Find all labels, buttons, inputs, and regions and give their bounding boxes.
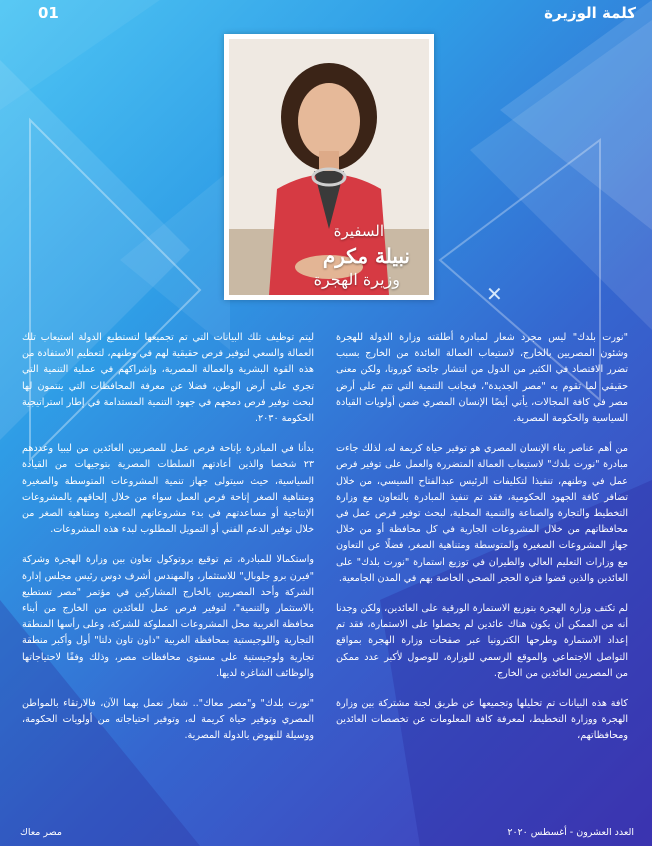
paragraph: "نورت بلدك" و"مصر معاك".. شعار نعمل بهما الآن، فالارتقاء بالمواطن المصري وتوفير حياة كريمة له، وتوفير احتياجاته من أولويات الحكومة، ووسيلة للنهوض بالدولة المصرية. <box>22 698 314 742</box>
article-column-left <box>22 330 314 759</box>
article-column-right <box>336 330 628 759</box>
caption-position: وزيرة الهجرة <box>313 270 400 289</box>
page-number: 01 <box>38 4 59 22</box>
footer-issue: العدد العشرون - أغسطس ٢٠٢٠ <box>507 827 634 838</box>
caption-title: السفيرة <box>333 222 384 240</box>
paragraph: من أهم عناصر بناء الإنسان المصري هو توفير حياة كريمة له، لذلك جاءت مبادرة "نورت بلدك" لاستيعاب العمالة المتضررة والعمل على توفير فرص عمل في وطنهم، تنفيذا لتكليفات الرئيس عبدالفتاح السيسي، من خلال تضافر كافة الجهود الحكومية، فقد تم تنفيذ المبادرة بالتعاون مع وزارة التخطيط والتجارة والصناعة والتنمية المحلية، لبحث توفير فرص عمل في محافظاتهم من خلال المشروعات الجارية في كل محافظة أو من خلال جهاز المشروعات الصغيرة والمتوسطة ومتناهية الصغر، فضلًا عن التعاون مع وزارات التعليم العالي والطيران في توزيع استمارة "نورت بلدك" على العائدين والذين قضوا فترة الحجر الصحي الخاصة بهم في المدن الجامعية. <box>336 443 628 584</box>
page-header <box>0 0 652 28</box>
page-footer <box>0 826 652 846</box>
x-mark-decoration: ✕ <box>486 282 503 306</box>
paragraph: كافة هذه البيانات تم تحليلها وتجميعها عن طريق لجنة مشتركة بين وزارة الهجرة ووزارة التخطيط، لمعرفة كافة المعلومات عن تخصصات العائدين ومحافظاتهم، <box>336 698 628 742</box>
minister-photo-frame <box>224 34 434 300</box>
paragraph: لم تكتف وزارة الهجرة بتوزيع الاستمارة الورقية على العائدين، ولكن وجدنا أنه من الممكن أن يكون هناك عائدين لم يحصلوا على الاستمارة، فقد تم إعداد الاستمارة وطرحها الكترونيا عبر صفحات وزارة الهجرة بمواقع التواصل الاجتماعي والموقع الرسمي للوزارة، للوصول لأكبر عدد ممكن من المصريين العائدين من الخارج. <box>336 603 628 679</box>
paragraph: بدأنا في المبادرة بإتاحة فرص عمل للمصريين العائدين من ليبيا وعددهم ٢٣ شخصا والذين أعادتهم السلطات المصرية بتوجيهات من القيادة السياسية، حيث سيتولى جهاز تنمية المشروعات المتوسطة والصغيرة ومتناهية الصغر إتاحة فرص العمل سواء من خلال إلحاقهم بالمشروعات الإنتاجية أو مساعدتهم في بدء مشروعاتهم الصغيرة ومتناهية الصغر من خلال توفير الدعم الفني أو التمويل المطلوب لبدء هذه المشروعات. <box>22 443 314 536</box>
section-title: كلمة الوزيرة <box>544 4 636 22</box>
paragraph: ليتم توظيف تلك البيانات التي تم تجميعها لتستطيع الدولة استيعاب تلك العمالة والسعي لتوفير فرص حقيقية لهم في وطنهم، لتعظيم الاستفادة من هذه القوة البشرية والعمالة المصرية، وإشراكهم في عملية التنمية التي تجري على أرض الوطن، فضلا عن معرفة المحافظات التي ينتمون لها لبحث توفير فرص دمجهم في جهود التنمية المستدامة في إطار استراتيجية الحكومة ٢٠٣٠. <box>22 332 314 425</box>
paragraph: "نورت بلدك" ليس مجرد شعار لمبادرة أطلقته وزارة الدولة للهجرة وشئون المصريين بالخارج، لاستيعاب العمالة العائدة من الخارج بسبب تضرر الاقتصاد في الكثير من الدول من انتشار جائحة كورونا، ولكن معنى حقيقي لما تقوم به "مصر الجديدة"، فبجانب التنمية التي تتم على أرض مصر في كافة المجالات، يأتي أيضًا الإنسان المصري ضمن أولويات القيادة السياسية والحكومة المصرية. <box>336 332 628 425</box>
caption-name: نبيلة مكرم <box>322 244 410 268</box>
footer-brand: مصر معاك <box>20 827 62 838</box>
paragraph: واستكمالا للمبادرة، تم توقيع بروتوكول تعاون بين وزارة الهجرة وشركة "فيرن برو جلوبال" للاستثمار، والمهندس أشرف دوس رئيس مجلس إدارة الشركة وأحد المصريين بالخارج المشاركين في مؤتمر "مصر تستطيع بالاستثمار والتنمية"، لتوفير فرص عمل للعائدين من الخارج من أبناء محافظة الغربية محل المشروعات المملوكة للشركة، وعلى رأسها المنطقة التجارية واللوجيستية بمحافظة الغربية "داون تاون دلتا" أول وأكبر منطقة تجارية ولوجيستية على مستوى محافظات مصر، وذلك وفقًا لاحتياجاتها والوظائف الشاغرة لديها. <box>22 554 314 679</box>
